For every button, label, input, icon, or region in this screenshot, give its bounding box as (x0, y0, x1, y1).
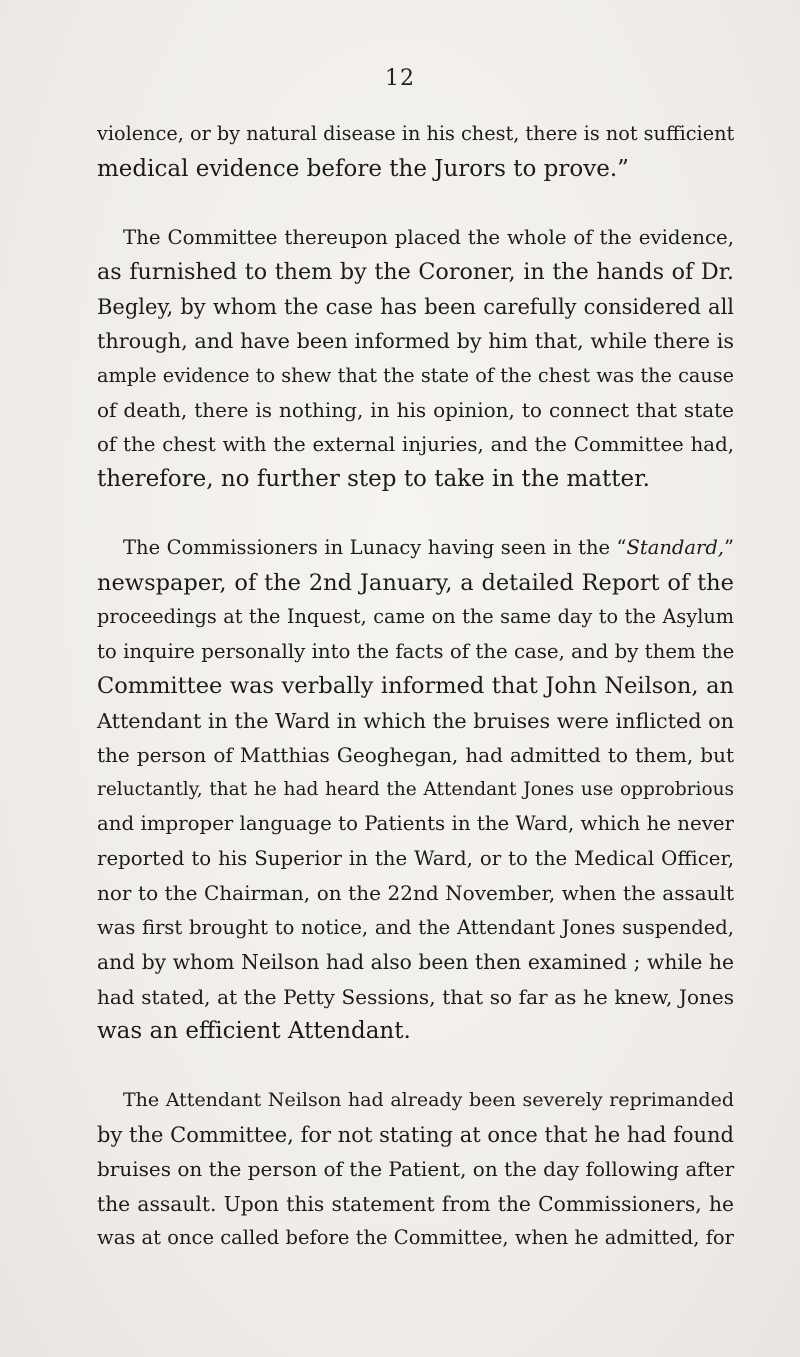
text-line: The Attendant Neilson had already been severely reprimanded (123, 1089, 734, 1111)
text-line: reported to his Superior in the Ward, or to the Medical Officer, (97, 846, 734, 870)
text-line: Attendant in the Ward in which the bruises were inflicted on (97, 708, 734, 733)
text-line: medical evidence before the Jurors to prove.” (97, 155, 629, 182)
text-line: therefore, no further step to take in the matter. (97, 466, 650, 492)
paragraph-2 (97, 221, 734, 497)
text-line: was first brought to notice, and the Attendant Jones suspended, (97, 915, 734, 939)
text-run: ” (724, 536, 734, 559)
text-line: the assault. Upon this statement from the Commissioners, he (97, 1191, 734, 1216)
text-line: proceedings at the Inquest, came on the same day to the Asylum (97, 605, 734, 628)
page-number: 12 (385, 66, 415, 91)
newspaper-title: Standard, (626, 536, 725, 559)
text-line: was an efficient Attendant. (97, 1018, 411, 1044)
text-line: and by whom Neilson had also been then examined ; while he (97, 950, 734, 974)
text-line: the person of Matthias Geoghegan, had admitted to them, but (97, 743, 734, 767)
text-line: through, and have been informed by him that, while there is (97, 329, 734, 353)
text-line: and improper language to Patients in the Ward, which he never (97, 812, 734, 835)
text-line: had stated, at the Petty Sessions, that so far as he knew, Jones (97, 984, 734, 1009)
text-line (97, 531, 734, 566)
text-line: nor to the Chairman, on the 22nd November, when the assault (97, 881, 734, 905)
paragraph-3 (97, 531, 734, 1049)
text-line: Begley, by whom the case has been carefully considered all (97, 294, 734, 319)
body-text (97, 117, 734, 1290)
text-line: as furnished to them by the Coroner, in the hands of Dr. (97, 259, 734, 285)
text-line: Committee was verbally informed that John Neilson, an (97, 673, 734, 699)
text-run: The Commissioners in Lunacy having seen in the “ (123, 536, 627, 559)
text-line: by the Committee, for not stating at once that he had found (97, 1122, 734, 1147)
text-line: violence, or by natural disease in his chest, there is not sufficient (97, 122, 735, 145)
text-line: of death, there is nothing, in his opinion, to connect that state (97, 398, 734, 422)
text-line: bruises on the person of the Patient, on the day following after (97, 1157, 735, 1181)
text-line: newspaper, of the 2nd January, a detailed Report of the (97, 569, 734, 596)
text-line: to inquire personally into the facts of the case, and by them the (97, 639, 735, 663)
text-line: ample evidence to shew that the state of the chest was the cause (97, 363, 734, 387)
text-line: of the chest with the external injuries, and the Committee had, (97, 432, 734, 456)
text-line: The Committee thereupon placed the whole of the evidence, (123, 225, 734, 249)
text-line: reluctantly, that he had heard the Attendant Jones use opprobrious (97, 778, 734, 800)
text-line: was at once called before the Committee, when he admitted, for (97, 1226, 734, 1249)
paragraph-1 (97, 117, 734, 186)
paragraph-4 (97, 1083, 734, 1256)
